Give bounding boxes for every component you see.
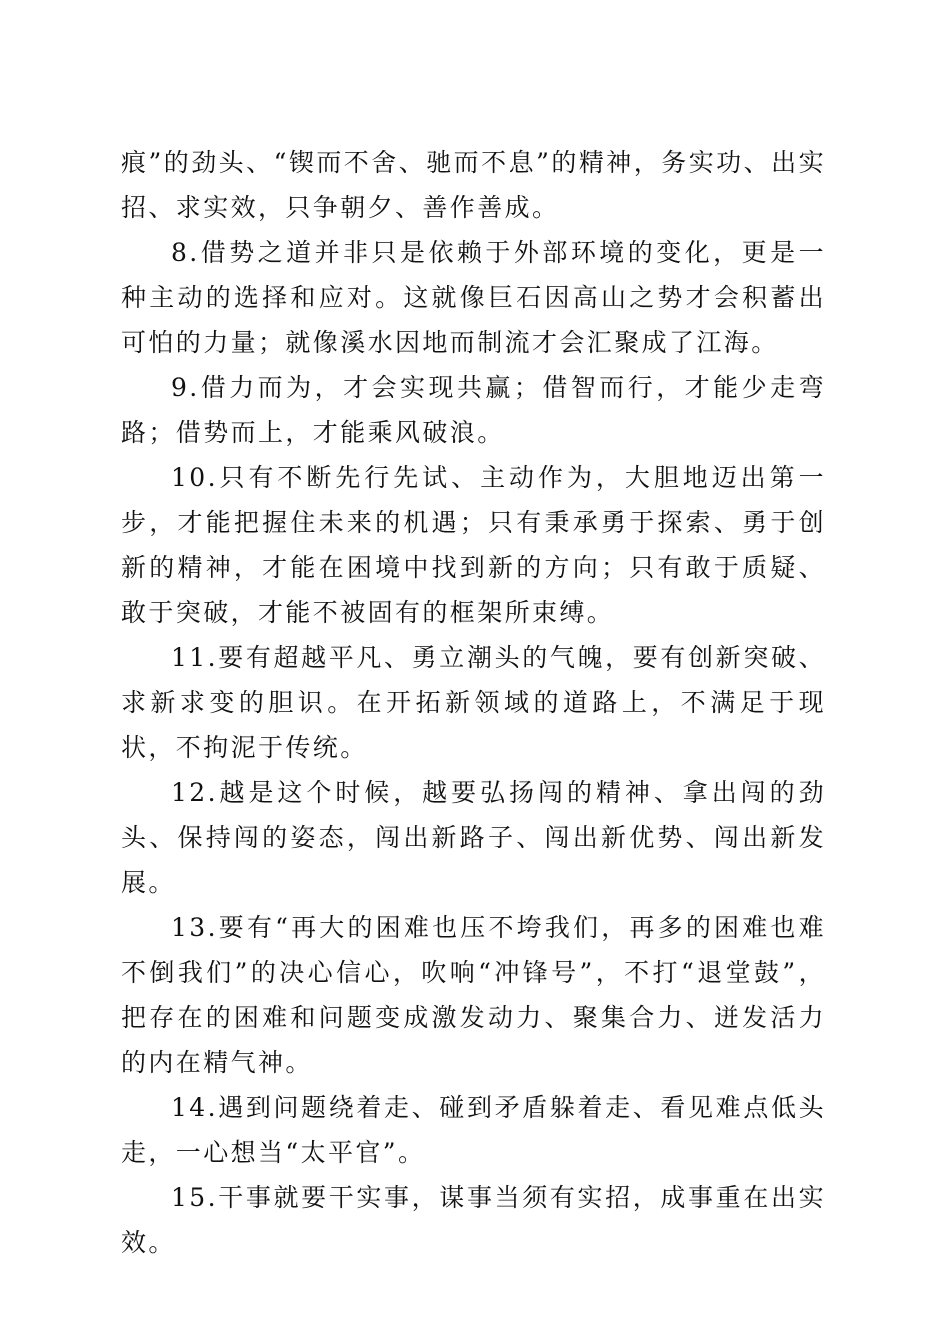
document-body [121,140,826,1265]
paragraph-12: 12.越是这个时候，越要弘扬闯的精神、拿出闯的劲头、保持闯的姿态，闯出新路子、闯出新优势、闯出新发展。 [121,778,826,897]
paragraph-11: 11.要有超越平凡、勇立潮头的气魄，要有创新突破、求新求变的胆识。在开拓新领域的道路上，不满足于现状，不拘泥于传统。 [121,643,826,762]
paragraph-10: 10.只有不断先行先试、主动作为，大胆地迈出第一步，才能把握住未来的机遇；只有秉承勇于探索、勇于创新的精神，才能在困境中找到新的方向；只有敢于质疑、敢于突破，才能不被固有的框架所束缚。 [121,463,826,627]
paragraph-13: 13.要有“再大的困难也压不垮我们，再多的困难也难不倒我们”的决心信心，吹响“冲锋号”，不打“退堂鼓”，把存在的困难和问题变成激发动力、聚集合力、迸发活力的内在精气神。 [121,913,826,1077]
paragraph-14: 14.遇到问题绕着走、碰到矛盾躲着走、看见难点低头走，一心想当“太平官”。 [121,1093,826,1167]
paragraph-15: 15.干事就要干实事，谋事当须有实招，成事重在出实效。 [121,1183,826,1257]
paragraph-continued: 痕”的劲头、“锲而不舍、驰而不息”的精神，务实功、出实招、求实效，只争朝夕、善作善成。 [121,148,826,222]
paragraph-8: 8.借势之道并非只是依赖于外部环境的变化，更是一种主动的选择和应对。这就像巨石因高山之势才会积蓄出可怕的力量；就像溪水因地而制流才会汇聚成了江海。 [121,238,826,357]
paragraph-9: 9.借力而为，才会实现共赢；借智而行，才能少走弯路；借势而上，才能乘风破浪。 [121,373,826,447]
